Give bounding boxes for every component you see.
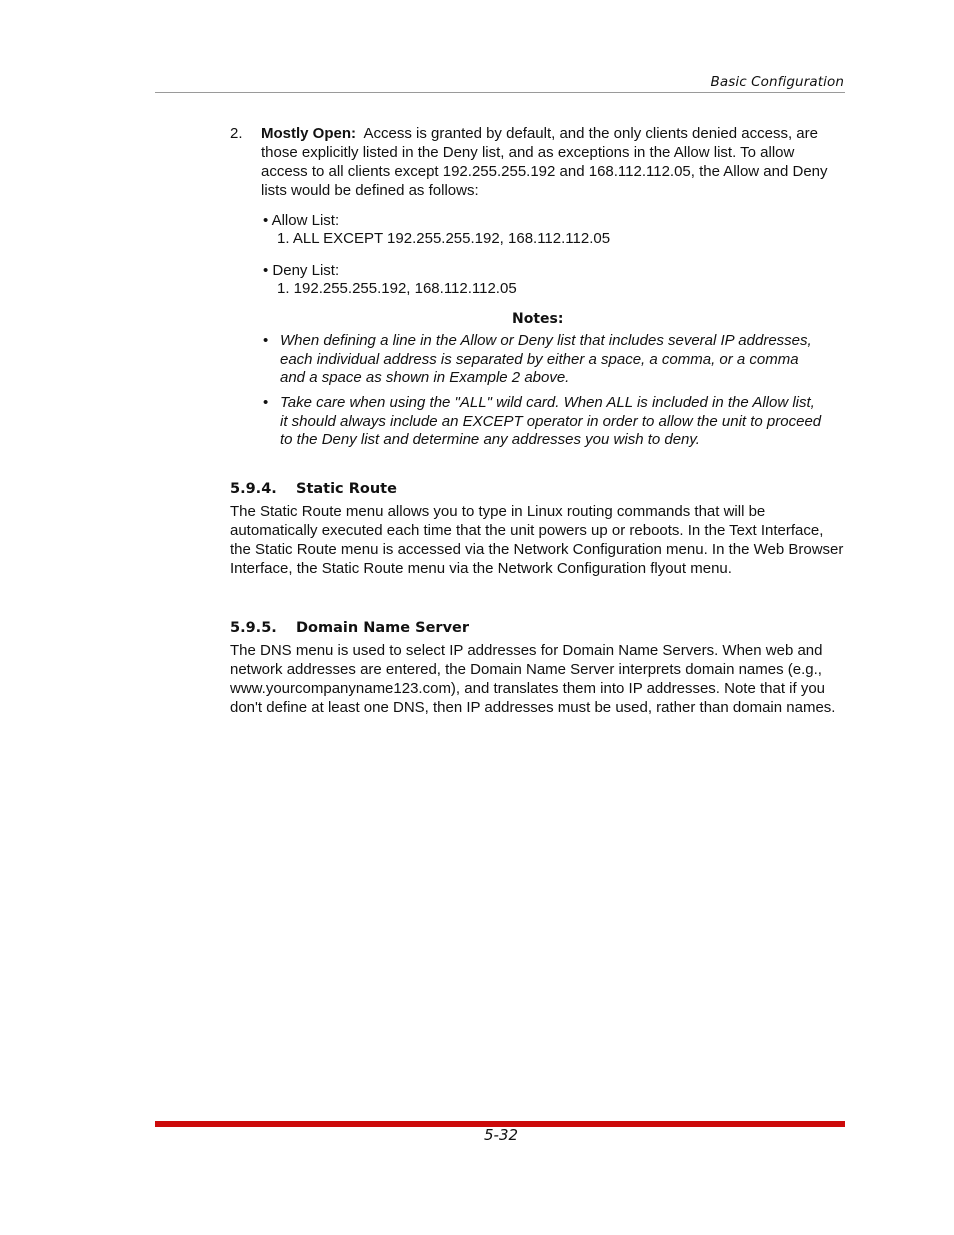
static-route-paragraph: The Static Route menu allows you to type in Linux routing commands that will be automatically executed each time that the unit powers up or reboots. In the Text Interface, the Static Route menu is accessed via the Network Configuration menu. In the Web Browser Interface, the Static Route menu via the Network Configuration flyout menu. bbox=[230, 503, 844, 577]
deny-list bbox=[263, 262, 517, 298]
dns-paragraph: The DNS menu is used to select IP addresses for Domain Name Servers. When web and network addresses are entered, the Domain Name Server interprets domain names (e.g., www.yourcompanyname123.com), and translates them into IP addresses. Note that if you don't define at least one DNS, then IP addresses must be used, rather than domain names. bbox=[230, 642, 836, 716]
section-heading-domain-name-server bbox=[230, 620, 469, 636]
running-header-title: Basic Configuration bbox=[710, 74, 844, 90]
section-number: 5.9.4. bbox=[230, 481, 277, 497]
section-title: Domain Name Server bbox=[296, 620, 470, 636]
note-text: When defining a line in the Allow or Deny list that includes several IP addresses, each individual address is separated by either a space, a comma, or a comma and a space as shown in Example 2 above. bbox=[280, 332, 812, 386]
bullet-icon: • bbox=[263, 332, 269, 349]
deny-list-title: • Deny List: bbox=[263, 262, 340, 279]
allow-list bbox=[263, 212, 610, 248]
item-text bbox=[261, 124, 830, 200]
allow-list-entry: 1. ALL EXCEPT 192.255.255.192, 168.112.112.05 bbox=[277, 230, 611, 247]
section-number: 5.9.5. bbox=[230, 620, 277, 636]
item-body: Access is granted by default, and the only clients denied access, are those explicitly listed in the Deny list, and as exceptions in the Allow list. To allow access to all clients except 192.255.255.192 and 168.112.112.05, the Allow and Deny lists would be defined as follows: bbox=[261, 125, 828, 199]
note-text: Take care when using the "ALL" wild card. When ALL is included in the Allow list, it should always include an EXCEPT operator in order to allow the unit to proceed to the Deny list and determine any addresses you wish to deny. bbox=[280, 394, 822, 448]
section-title: Static Route bbox=[296, 481, 397, 497]
note-item bbox=[263, 332, 823, 388]
page-number: 5-32 bbox=[484, 1126, 519, 1144]
item-label: Mostly Open: bbox=[261, 125, 357, 142]
header-rule bbox=[155, 92, 845, 93]
note-item bbox=[263, 394, 823, 450]
bullet-icon: • bbox=[263, 394, 269, 411]
allow-list-title: • Allow List: bbox=[263, 212, 340, 229]
section-heading-static-route bbox=[230, 481, 397, 497]
notes-heading: Notes: bbox=[512, 311, 564, 327]
numbered-item-2 bbox=[230, 124, 830, 200]
deny-list-entry: 1. 192.255.255.192, 168.112.112.05 bbox=[277, 280, 517, 297]
item-number: 2. bbox=[230, 125, 243, 142]
